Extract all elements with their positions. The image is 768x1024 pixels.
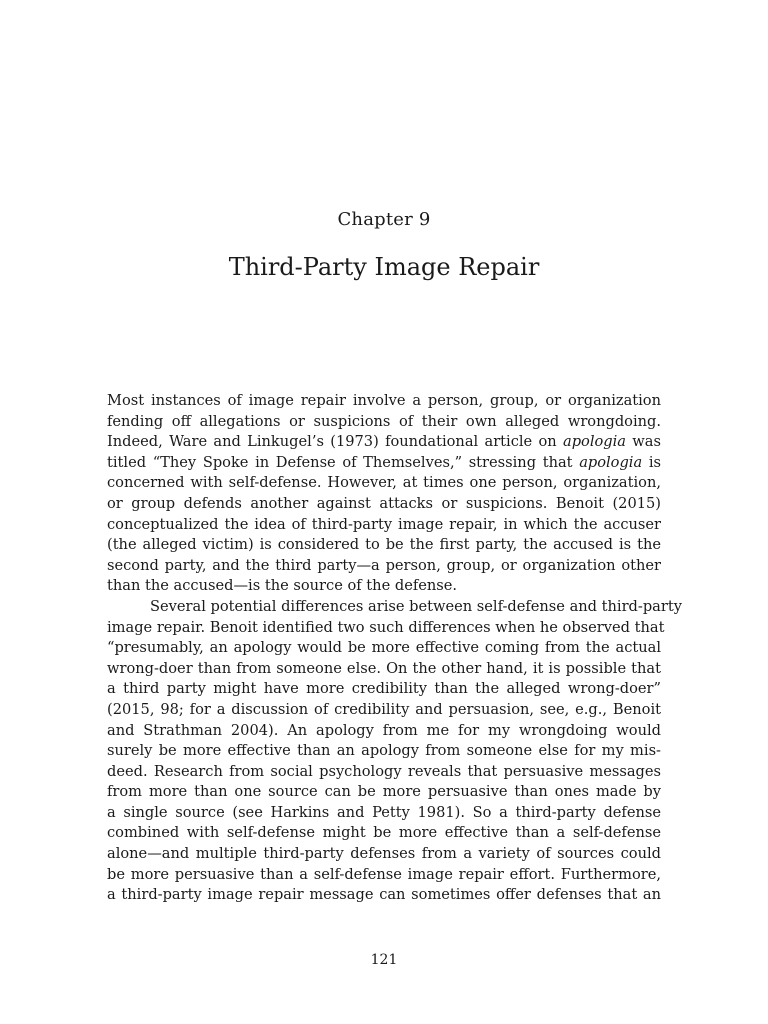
- text-line: “presumably, an apology would be more effective coming from the actual: [107, 639, 661, 657]
- text-line: wrong-doer than from someone else. On the other hand, it is possible that: [107, 659, 661, 677]
- emphasis-term: apologia: [563, 433, 626, 451]
- text-line: be more persuasive than a self-defense image repair effort. Furthermore,: [107, 865, 661, 883]
- body-text: [107, 391, 682, 906]
- text-line: Several potential differences arise between self-defense and third-party: [150, 597, 682, 615]
- text-line: fending off allegations or suspicions of their own alleged wrongdoing.: [107, 412, 661, 430]
- paragraph: [107, 391, 661, 597]
- text-line: concerned with self-defense. However, at times one person, organization,: [107, 474, 661, 492]
- text-line: deed. Research from social psychology reveals that persuasive messages: [107, 762, 661, 780]
- text-line: than the accused—is the source of the defense.: [107, 577, 458, 595]
- text-line: Most instances of image repair involve a person, group, or organization: [107, 392, 661, 409]
- text-line: and Strathman 2004). An apology from me for my wrongdoing would: [107, 721, 661, 739]
- chapter-title: Third-Party Image Repair: [228, 253, 540, 281]
- text-line: Indeed, Ware and Linkugel’s (1973) foundational article on apologia was: [107, 433, 661, 451]
- text-line: (the alleged victim) is considered to be the first party, the accused is the: [107, 536, 661, 554]
- text-line: (2015, 98; for a discussion of credibility and persuasion, see, e.g., Benoit: [107, 700, 661, 718]
- text-line: titled “They Spoke in Defense of Themselves,” stressing that apologia is: [107, 453, 661, 471]
- text-line: image repair. Benoit identified two such differences when he observed that: [107, 618, 665, 636]
- text-line: or group defends another against attacks or suspicions. Benoit (2015): [107, 494, 661, 512]
- page-number: 121: [370, 952, 398, 968]
- text-line: surely be more effective than an apology from someone else for my mis-: [107, 742, 661, 760]
- emphasis-term: apologia: [579, 453, 643, 471]
- chapter-label: Chapter 9: [337, 209, 431, 230]
- text-line: second party, and the third party—a person, group, or organization other: [107, 556, 661, 574]
- text-line: combined with self-defense might be more effective than a self-defense: [107, 824, 661, 842]
- text-line: conceptualized the idea of third-party image repair, in which the accuser: [107, 515, 661, 533]
- text-line: a third party might have more credibility than the alleged wrong-doer”: [107, 680, 661, 698]
- text-line: a third-party image repair message can sometimes offer defenses that an: [107, 886, 661, 904]
- text-line: alone—and multiple third-party defenses from a variety of sources could: [107, 845, 661, 863]
- text-line: a single source (see Harkins and Petty 1981). So a third-party defense: [107, 803, 661, 821]
- paragraph: [107, 597, 682, 906]
- text-line: from more than one source can be more persuasive than ones made by: [107, 783, 661, 801]
